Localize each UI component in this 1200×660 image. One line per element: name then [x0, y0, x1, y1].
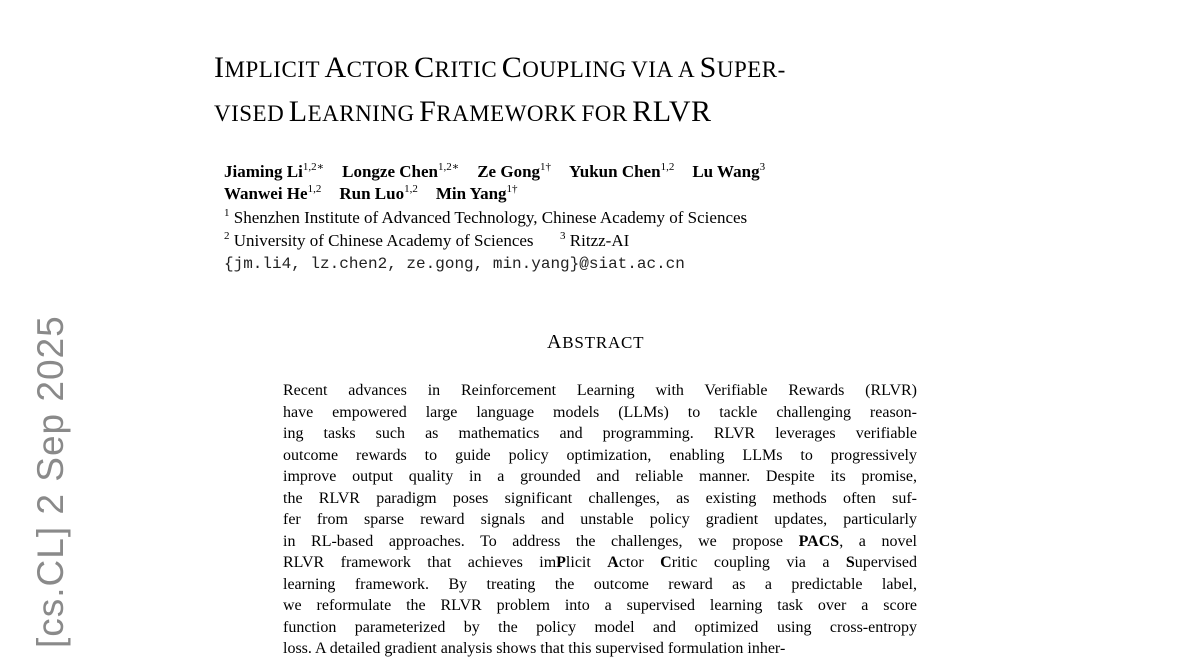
author-name: Wanwei He$^{1,2}$	[224, 183, 322, 203]
title-word: ACTOR	[324, 51, 410, 84]
title-word: RLVR	[632, 95, 712, 128]
abstract-line: ing tasks such as mathematics and programming. RLVR leverages verifiable	[283, 425, 917, 442]
author-list-row-2	[224, 184, 536, 204]
abstract-line: in RL-based approaches. To address the challenges, we propose PACS, a novel	[283, 532, 918, 550]
paper-title	[214, 48, 786, 136]
author-name: Ze Gong$^{1\dagger}$	[477, 161, 552, 181]
affiliation-1	[224, 208, 747, 228]
affiliation-1-text: Shenzhen Institute of Advanced Technology, Chinese Academy of Sciences	[233, 208, 748, 227]
title-word: A	[678, 57, 696, 82]
affiliation-2-mark: 2	[224, 230, 230, 242]
title-word: LEARNING	[288, 95, 415, 128]
title-word: COUPLING	[501, 51, 627, 84]
author-name: Yukun Chen$^{1,2}$	[569, 161, 675, 181]
affiliation-3-text: Ritzz-AI	[569, 231, 630, 250]
abstract-line: function parameterized by the policy model and optimized using cross-entropy	[283, 618, 917, 636]
title-word: VISED	[214, 101, 285, 126]
title-line-2	[214, 92, 786, 136]
author-name: Min Yang$^{1\dagger}$	[435, 183, 518, 203]
author-name: Jiaming $Li^{1,2∗}$	[224, 161, 325, 181]
abstract-heading	[547, 331, 644, 354]
author-name: Run Luo$^{1,2}$	[339, 183, 418, 203]
abstract-line: Recent advances in Reinforcement Learning with Verifiable Rewards (RLVR)	[283, 382, 917, 399]
abstract-line: we reformulate the RLVR problem into a supervised learning task over a score	[283, 597, 917, 614]
title-word: VIA	[631, 57, 674, 82]
abstract-line: improve output quality in a grounded and reliable manner. Despite its promise,	[283, 468, 917, 485]
abstract-body	[283, 380, 917, 660]
abstract-line: have empowered large language models (LLMs) to tackle challenging reason-	[283, 403, 917, 421]
affiliation-2-text: University of Chinese Academy of Sciences	[233, 231, 534, 250]
abstract-line: fer from sparse reward signals and unstable policy gradient updates, particularly	[283, 511, 917, 528]
author-name: Longze Chen$^{1,2∗}$	[342, 161, 460, 181]
title-word: FRAMEWORK	[419, 95, 577, 128]
affiliation-1-mark: 1	[224, 207, 230, 219]
abstract-line: outcome rewards to guide policy optimization, enabling LLMs to progressively	[283, 446, 917, 464]
abstract-line: loss. A detailed gradient analysis shows that this supervised formulation inher-	[283, 640, 786, 657]
title-word: FOR	[581, 101, 628, 126]
title-word: CRITIC	[414, 51, 498, 84]
author-emails: {jm.li4, lz.chen2, ze.gong, min.yang}@siat.ac.cn	[224, 255, 685, 273]
arxiv-side-stamp: [cs.CL] 2 Sep 2025	[30, 315, 71, 648]
affiliation-3-mark: 3	[560, 230, 566, 242]
abstract-heading-cap: A	[547, 331, 563, 353]
abstract-line: RLVR framework that achieves imPlicit Actor Critic coupling via a Supervised	[283, 554, 917, 571]
title-line-1	[214, 48, 786, 92]
author-name: Lu Wang$^3$	[692, 161, 766, 181]
author-list-row-1	[224, 162, 783, 182]
abstract-line: learning framework. By treating the outcome reward as a predictable label,	[283, 575, 917, 593]
title-word: IMPLICIT	[214, 51, 320, 84]
abstract-heading-rest: BSTRACT	[562, 333, 645, 352]
title-word: SUPER-	[699, 51, 786, 84]
affiliation-2	[224, 231, 629, 251]
abstract-line: the RLVR paradigm poses significant challenges, as existing methods often suf-	[283, 489, 917, 507]
